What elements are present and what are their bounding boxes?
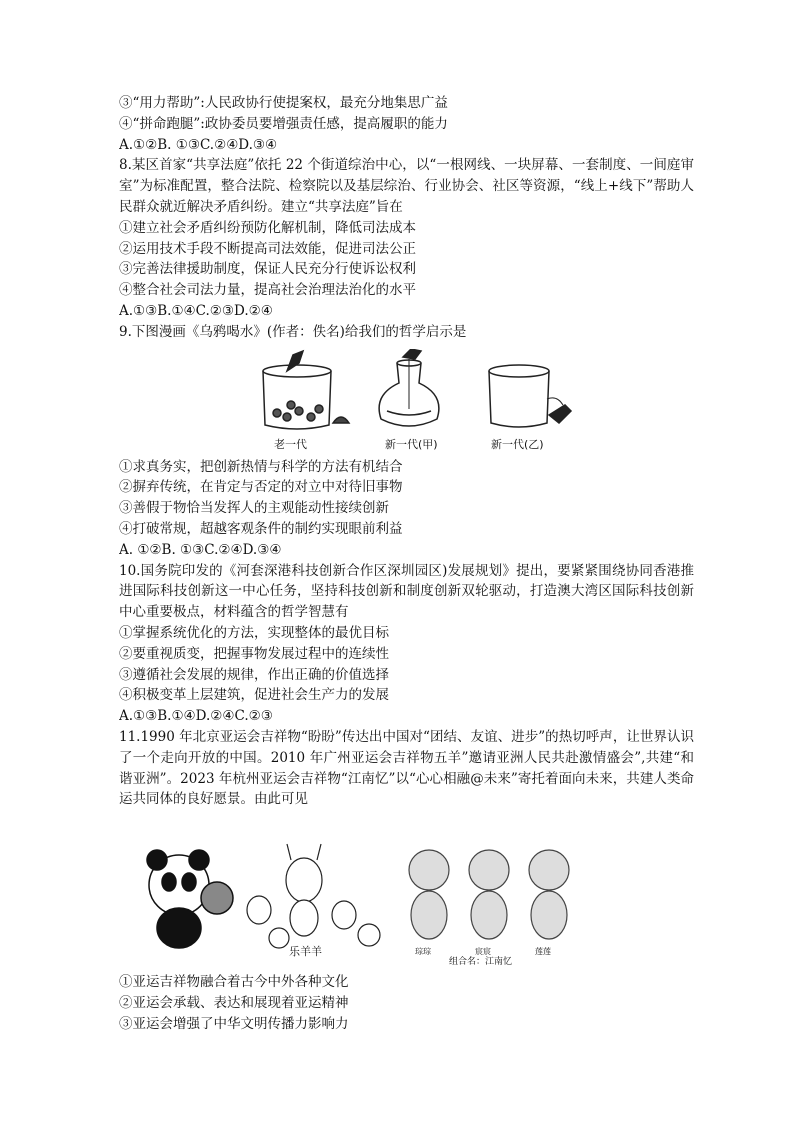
mascots-illustration: [119, 830, 694, 960]
label-combo-name: 组合名：江南忆: [449, 957, 513, 968]
q8-option-2: ②运用技术手段不断提高司法效能，促进司法公正: [119, 240, 416, 257]
q8-stem: 8.某区首家“共享法庭”依托 22 个街道综治中心，以“一根网线、一块屏幕、一套制度、一间庭审室”为标准配置，整合法院、检察院以及基层综治、行业协会、社区等资源，“线上+线下”帮助人民群众就近解决矛盾纠纷。建立“共享法庭”旨在: [119, 157, 694, 215]
q7-option-3: ③“用力帮助”:人民政协行使提案权，最充分地集思广益: [119, 95, 448, 111]
q10-option-1: ①掌握系统优化的方法，实现整体的最优目标: [119, 624, 389, 641]
q7-option-4: ④“拼命跑腿”:政协委员要增强责任感，提高履职的能力: [119, 115, 448, 132]
label-chenchen: 宸宸: [475, 947, 491, 957]
q9-option-2: ②摒弃传统，在肯定与否定的对立中对待旧事物: [119, 479, 403, 496]
caption-new-generation-b: 新一代(乙): [491, 437, 544, 451]
caption-new-generation-a: 新一代(甲): [385, 437, 438, 451]
jar-new-generation-b: [489, 365, 571, 427]
crow-cartoon-figure: [119, 349, 694, 453]
q9-option-3: ③善假于物恰当发挥人的主观能动性接续创新: [119, 500, 389, 517]
label-leyangyang: 乐羊羊: [289, 945, 322, 959]
q11-option-2: ②亚运会承载、表达和展现着亚运精神: [119, 994, 349, 1011]
q9-option-4: ④打破常规，超越客观条件的制约实现眼前利益: [119, 520, 403, 537]
exam-content: [119, 93, 694, 1035]
q10-choices: A.①③B.①④D.②④C.②③: [119, 708, 273, 725]
q8-option-4: ④整合社会司法力量，提高社会治理法治化的水平: [119, 282, 416, 299]
q11-option-3: ③亚运会增强了中华文明传播力影响力: [119, 1015, 349, 1032]
five-goats-mascots: [247, 844, 380, 948]
jar-old-generation: [263, 351, 349, 429]
q9-choices: A. ①②B. ①③C.②④D.③④: [119, 541, 282, 558]
pot-new-generation-a: [379, 349, 439, 426]
q10-option-3: ③遵循社会发展的规律，作出正确的价值选择: [119, 666, 389, 683]
q8-option-1: ①建立社会矛盾纠纷预防化解机制，降低司法成本: [119, 219, 416, 236]
label-lianlian: 莲莲: [535, 947, 551, 957]
q11-stem: 11.1990 年北京亚运会吉祥物“盼盼”传达出中国对“团结、友谊、进步”的热切呼声，让世界认识了一个走向开放的中国。2010 年广州亚运会吉祥物五羊”邀请亚洲人民共赴激情盛会”,共建“和谐亚洲”。2023 年杭州亚运会吉祥物“江南忆”以“心心相融@未来”寄托着面向未来，共建人类命运共同体的良好愿景。由此可见: [119, 728, 694, 808]
label-congcong: 琮琮: [415, 947, 431, 957]
q8-option-3: ③完善法律援助制度，保证人民充分行使诉讼权利: [119, 261, 416, 278]
asian-games-mascots-figure: [119, 830, 694, 968]
panpan-panda-mascot: [147, 850, 233, 948]
q10-option-2: ②要重视质变，把握事物发展过程中的连续性: [119, 645, 389, 662]
caption-old-generation: 老一代: [274, 437, 307, 451]
q9-stem: 9.下图漫画《乌鸦喝水》(作者：佚名)给我们的哲学启示是: [119, 323, 467, 340]
q8-choices: A.①③B.①④C.②③D.②④: [119, 302, 273, 319]
q10-option-4: ④积极变革上层建筑，促进社会生产力的发展: [119, 687, 389, 704]
q11-option-1: ①亚运吉祥物融合着古今中外各种文化: [119, 974, 349, 991]
jiangnanyi-mascots: [409, 850, 569, 939]
q9-option-1: ①求真务实，把创新热情与科学的方法有机结合: [119, 458, 403, 475]
q10-stem: 10.国务院印发的《河套深港科技创新合作区深圳园区)发展规划》提出，要紧紧围绕协同香港推进国际科技创新这一中心任务，坚持科技创新和制度创新双轮驱动，打造澳大湾区国际科技创新中心重要极点，材料蕴含的哲学智慧有: [119, 562, 694, 621]
q7-choices: A.①②B. ①③C.②④D.③④: [119, 136, 278, 153]
